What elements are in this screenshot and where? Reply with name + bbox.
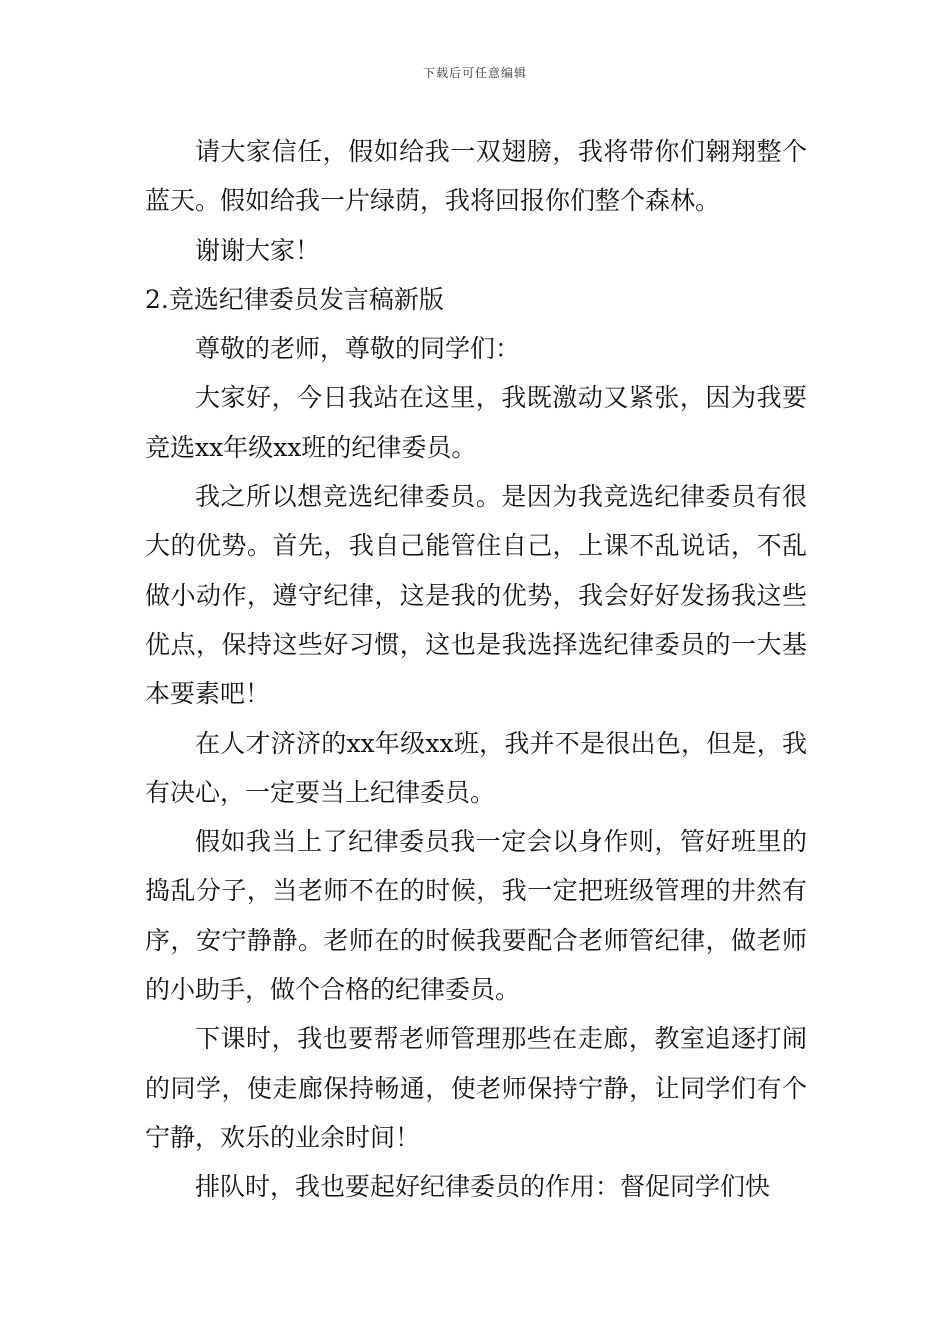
paragraph: 谢谢大家！ [195, 235, 321, 265]
page-header-note: 下载后可任意编辑 [422, 66, 527, 80]
paragraph: 在人才济济的xx年级xx班，我并不是很出色，但是，我有决心，一定要当上纪律委员。 [145, 728, 807, 807]
paragraph: 排队时，我也要起好纪律委员的作用：督促同学们快 [195, 1172, 771, 1202]
paragraph: 下课时，我也要帮老师管理那些在走廊，教室追逐打闹的同学，使走廊保持畅通，使老师保持宁静，让同学们有个宁静，欢乐的业余时间！ [145, 1024, 807, 1152]
salutation: 尊敬的老师，尊敬的同学们： [195, 334, 521, 364]
section-heading: 2.竞选纪律委员发言稿新版 [145, 284, 444, 314]
paragraph: 请大家信任，假如给我一双翅膀，我将带你们翱翔整个蓝天。假如给我一片绿荫，我将回报你们整个森林。 [145, 137, 807, 216]
paragraph: 假如我当上了纪律委员我一定会以身作则，管好班里的捣乱分子，当老师不在的时候，我一定把班级管理的井然有序，安宁静静。老师在的时候我要配合老师管纪律，做老师的小助手，做个合格的纪律委员。 [145, 827, 807, 1005]
paragraph: 我之所以想竞选纪律委员。是因为我竞选纪律委员有很大的优势。首先，我自己能管住自己，上课不乱说话，不乱做小动作，遵守纪律，这是我的优势，我会好好发扬我这些优点，保持这些好习惯，这也是我选择选纪律委员的一大基本要素吧！ [145, 482, 807, 709]
document-body [145, 127, 807, 1212]
paragraph: 大家好，今日我站在这里，我既激动又紧张，因为我要竞选xx年级xx班的纪律委员。 [145, 383, 807, 462]
